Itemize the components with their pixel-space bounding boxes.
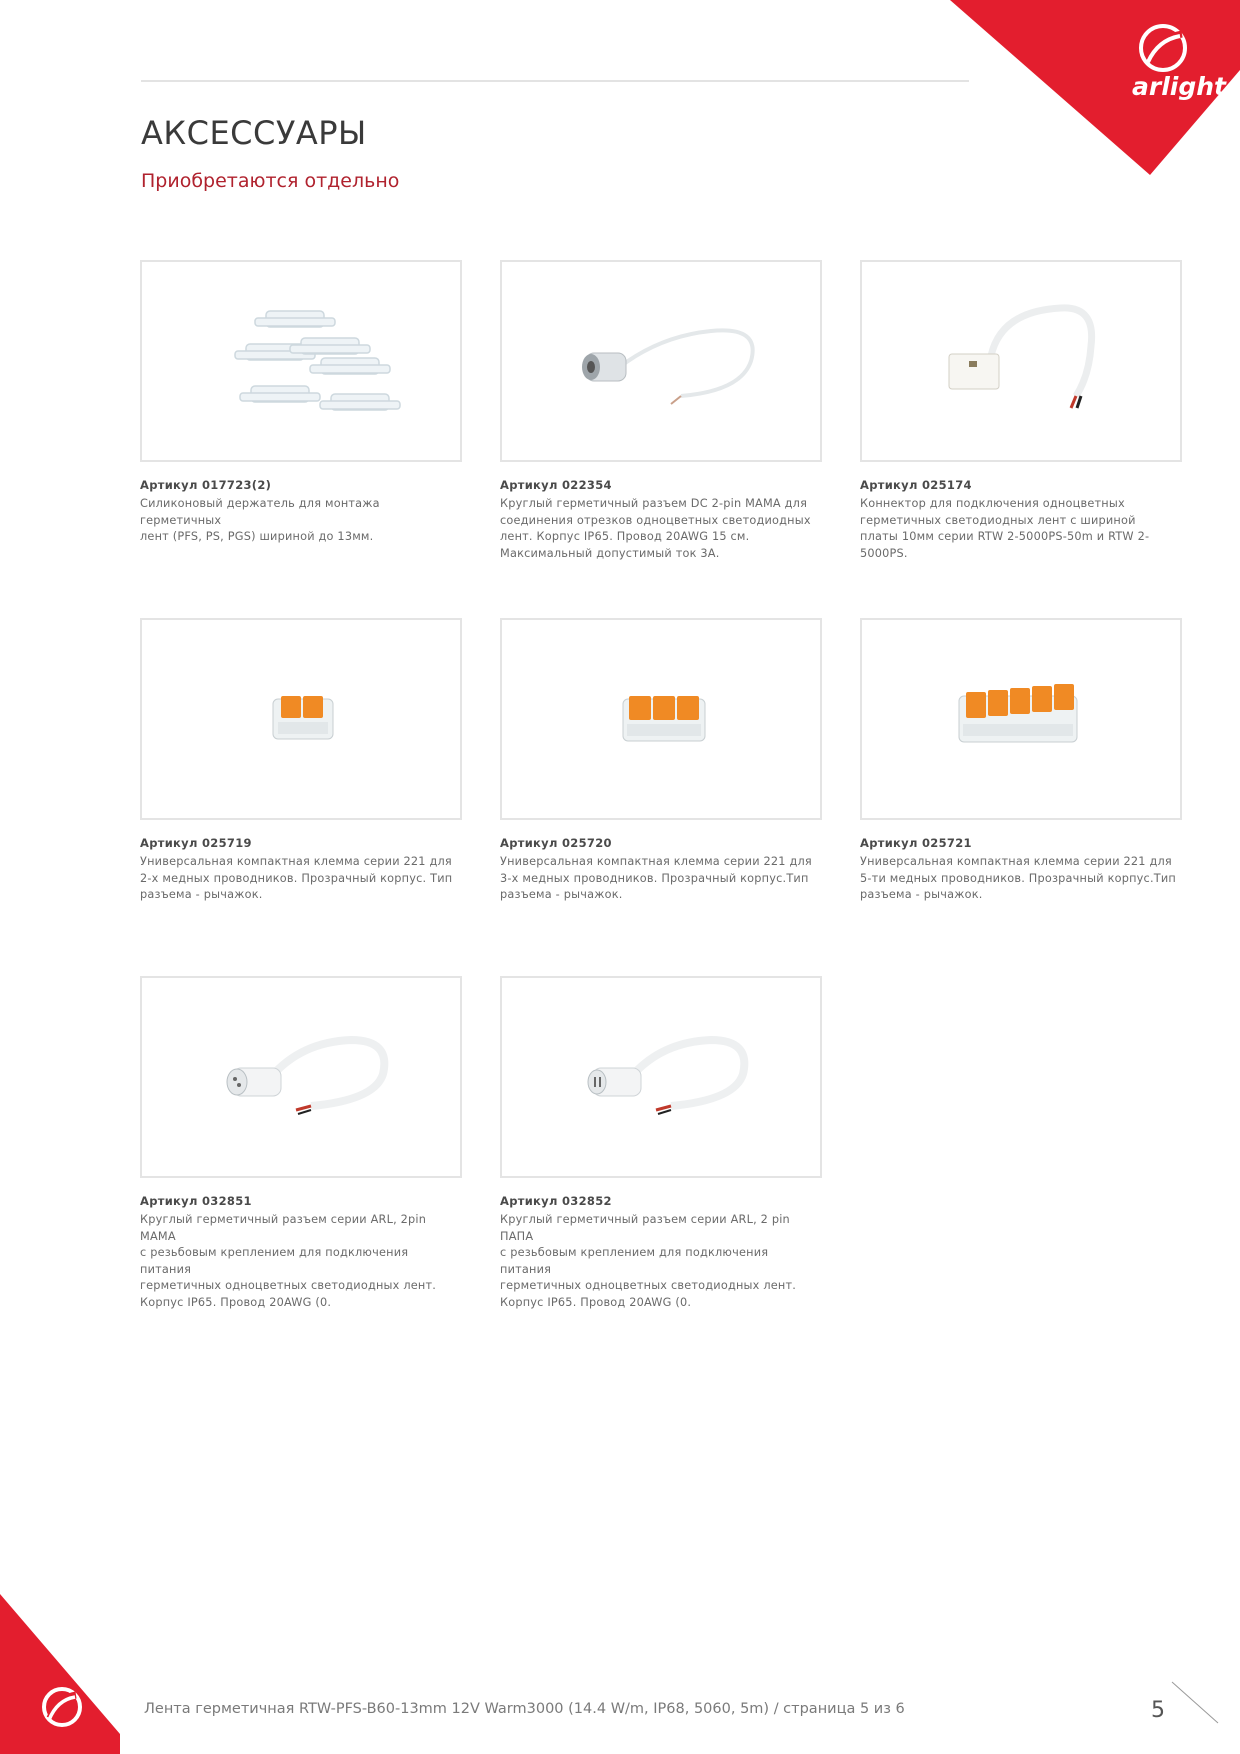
product-description: Универсальная компактная клемма серии 221 для 5-ти медных проводников. Прозрачный корпус.Тип разъема - рычажок. bbox=[860, 855, 1176, 901]
arl-male-connector-image bbox=[511, 982, 811, 1172]
product-photo bbox=[500, 976, 822, 1178]
product-description: Универсальная компактная клемма серии 221 для 2-х медных проводников. Прозрачный корпус. Тип разъема - рычажок. bbox=[140, 855, 453, 901]
product-description: Круглый герметичный разъем DC 2-pin МАМА для соединения отрезков одноцветных светодиодных лент. Корпус IP65. Провод 20AWG 15 см. Максимальный допустимый ток 3А. bbox=[500, 497, 811, 560]
product-description: Круглый герметичный разъем серии ARL, 2 pin ПАПА с резьбовым креплением для подключения питания герметичных одноцветных светодиодных лент. Корпус IP65. Провод 20AWG (0. bbox=[500, 1213, 797, 1309]
article-number: Артикул 032851 bbox=[140, 1194, 252, 1208]
terminal-2-image bbox=[151, 624, 451, 814]
product-card bbox=[140, 260, 462, 546]
brand-corner-icon bbox=[0, 1594, 120, 1754]
page-subtitle: Приобретаются отдельно bbox=[141, 170, 400, 192]
terminal-3-image bbox=[511, 624, 811, 814]
product-description: Силиконовый держатель для монтажа герметичных лент (PFS, PS, PGS) шириной до 13мм. bbox=[140, 497, 380, 543]
product-card bbox=[500, 618, 822, 904]
brand-corner-logo bbox=[920, 0, 1240, 180]
product-photo bbox=[500, 618, 822, 820]
page-title: АКСЕССУАРЫ bbox=[141, 114, 367, 152]
product-photo bbox=[860, 618, 1182, 820]
article-number: Артикул 025721 bbox=[860, 836, 972, 850]
arl-female-connector-image bbox=[151, 982, 451, 1172]
product-description: Универсальная компактная клемма серии 221 для 3-х медных проводников. Прозрачный корпус.Тип разъема - рычажок. bbox=[500, 855, 812, 901]
page-number: 5 bbox=[1151, 1698, 1165, 1723]
product-description: Коннектор для подключения одноцветных герметичных светодиодных лент с шириной платы 10мм серии RTW 2-5000PS-50m и RTW 2-5000PS. bbox=[860, 497, 1150, 560]
dc-connector-image bbox=[511, 266, 811, 456]
article-number: Артикул 025719 bbox=[140, 836, 252, 850]
product-card bbox=[140, 976, 462, 1311]
header-divider bbox=[141, 80, 969, 82]
article-number: Артикул 032852 bbox=[500, 1194, 612, 1208]
product-card bbox=[500, 260, 822, 562]
product-card bbox=[860, 618, 1182, 904]
product-photo bbox=[500, 260, 822, 462]
page-number-divider bbox=[1170, 1680, 1220, 1725]
product-photo bbox=[140, 618, 462, 820]
strip-connector-image bbox=[871, 266, 1171, 456]
article-number: Артикул 022354 bbox=[500, 478, 612, 492]
article-number: Артикул 025720 bbox=[500, 836, 612, 850]
product-card bbox=[860, 260, 1182, 562]
silicone-clips-image bbox=[151, 266, 451, 456]
product-card bbox=[140, 618, 462, 904]
product-photo bbox=[140, 976, 462, 1178]
article-number: Артикул 017723(2) bbox=[140, 478, 272, 492]
terminal-5-image bbox=[871, 624, 1171, 814]
product-card bbox=[500, 976, 822, 1311]
article-number: Артикул 025174 bbox=[860, 478, 972, 492]
product-description: Круглый герметичный разъем серии ARL, 2pin МАМА с резьбовым креплением для подключения питания герметичных одноцветных светодиодных лент. Корпус IP65. Провод 20AWG (0. bbox=[140, 1213, 437, 1309]
product-photo bbox=[140, 260, 462, 462]
brand-logo-text: arlight bbox=[1132, 72, 1226, 101]
footer-document-title: Лента герметичная RTW-PFS-B60-13mm 12V Warm3000 (14.4 W/m, IP68, 5060, 5m) / страница 5 из 6 bbox=[144, 1701, 905, 1717]
product-photo bbox=[860, 260, 1182, 462]
